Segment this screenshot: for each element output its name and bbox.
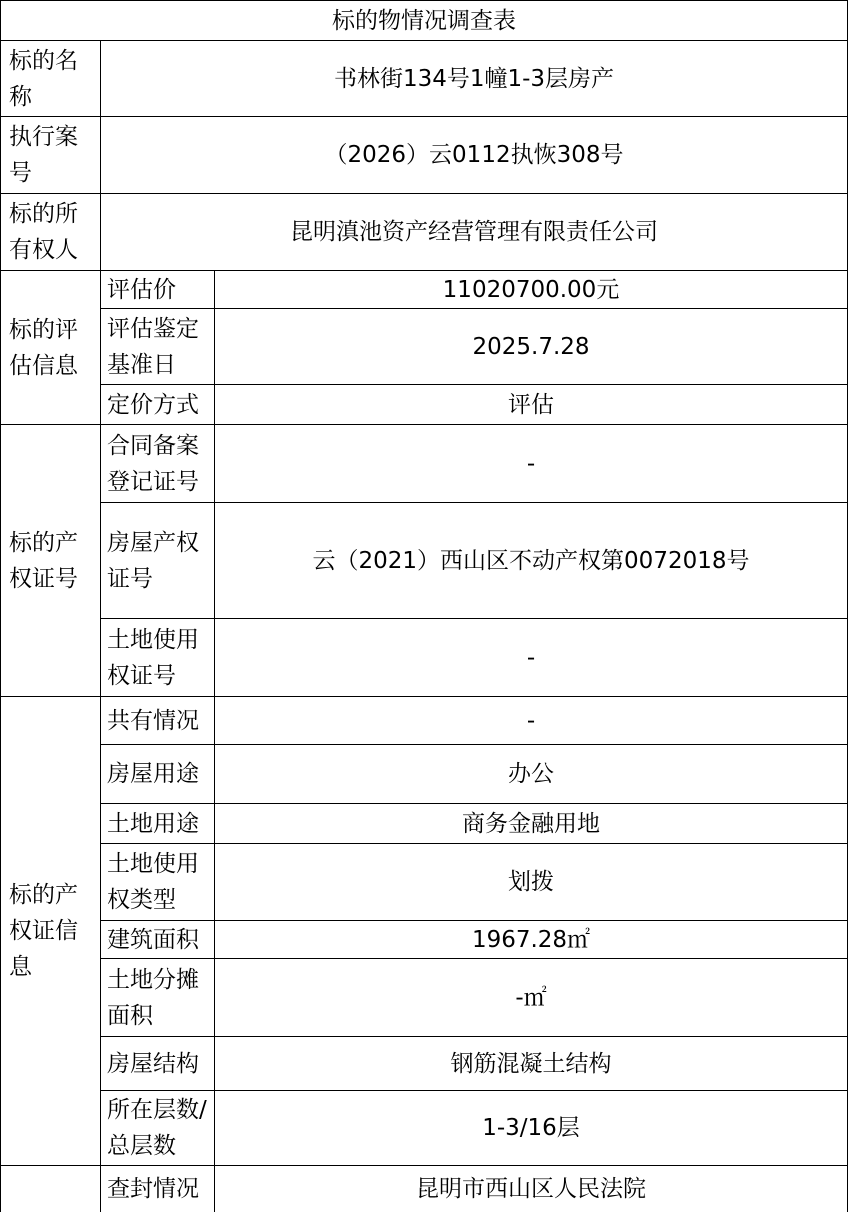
group-label-valuation: 标的评估信息 xyxy=(1,271,101,425)
valuation-label: 评估鉴定基准日 xyxy=(101,309,215,385)
seizure-value: 昆明市西山区人民法院 xyxy=(215,1166,848,1212)
cert-number-value: 云（2021）西山区不动产权第0072018号 xyxy=(215,503,848,619)
cert-info-value: 划拨 xyxy=(215,844,848,921)
row-label-name: 标的名称 xyxy=(1,41,101,117)
row-label-case: 执行案号 xyxy=(1,117,101,194)
cert-info-value: 钢筋混凝土结构 xyxy=(215,1037,848,1091)
valuation-label: 评估价 xyxy=(101,271,215,309)
row-label-owner: 标的所有权人 xyxy=(1,194,101,271)
seizure-label: 查封情况 xyxy=(101,1166,215,1212)
group-label-cert-info: 标的产权证信息 xyxy=(1,697,101,1166)
valuation-label: 定价方式 xyxy=(101,385,215,425)
cert-number-label: 土地使用权证号 xyxy=(101,619,215,697)
row-value-case: （2026）云0112执恢308号 xyxy=(101,117,848,194)
row-value-owner: 昆明滇池资产经营管理有限责任公司 xyxy=(101,194,848,271)
cert-info-value: 商务金融用地 xyxy=(215,804,848,844)
cert-info-value: - xyxy=(215,697,848,745)
cert-number-value: - xyxy=(215,425,848,503)
cert-info-label: 土地使用权类型 xyxy=(101,844,215,921)
cert-info-value: 1967.28㎡ xyxy=(215,921,848,959)
group-label-cert-numbers: 标的产权证号 xyxy=(1,425,101,697)
group-label-seizure xyxy=(1,1166,101,1212)
table-title: 标的物情况调查表 xyxy=(1,1,848,41)
valuation-value: 2025.7.28 xyxy=(215,309,848,385)
cert-info-label: 土地分摊面积 xyxy=(101,959,215,1037)
cert-number-label: 房屋产权证号 xyxy=(101,503,215,619)
cert-info-label: 土地用途 xyxy=(101,804,215,844)
cert-info-label: 房屋结构 xyxy=(101,1037,215,1091)
cert-info-value: 1-3/16层 xyxy=(215,1091,848,1166)
cert-info-label: 建筑面积 xyxy=(101,921,215,959)
row-value-name: 书林街134号1幢1-3层房产 xyxy=(101,41,848,117)
valuation-value: 11020700.00元 xyxy=(215,271,848,309)
cert-info-label: 房屋用途 xyxy=(101,745,215,804)
cert-number-label: 合同备案登记证号 xyxy=(101,425,215,503)
cert-info-label: 所在层数/总层数 xyxy=(101,1091,215,1166)
cert-info-label: 共有情况 xyxy=(101,697,215,745)
cert-info-value: 办公 xyxy=(215,745,848,804)
cert-info-value: -㎡ xyxy=(215,959,848,1037)
cert-number-value: - xyxy=(215,619,848,697)
valuation-value: 评估 xyxy=(215,385,848,425)
